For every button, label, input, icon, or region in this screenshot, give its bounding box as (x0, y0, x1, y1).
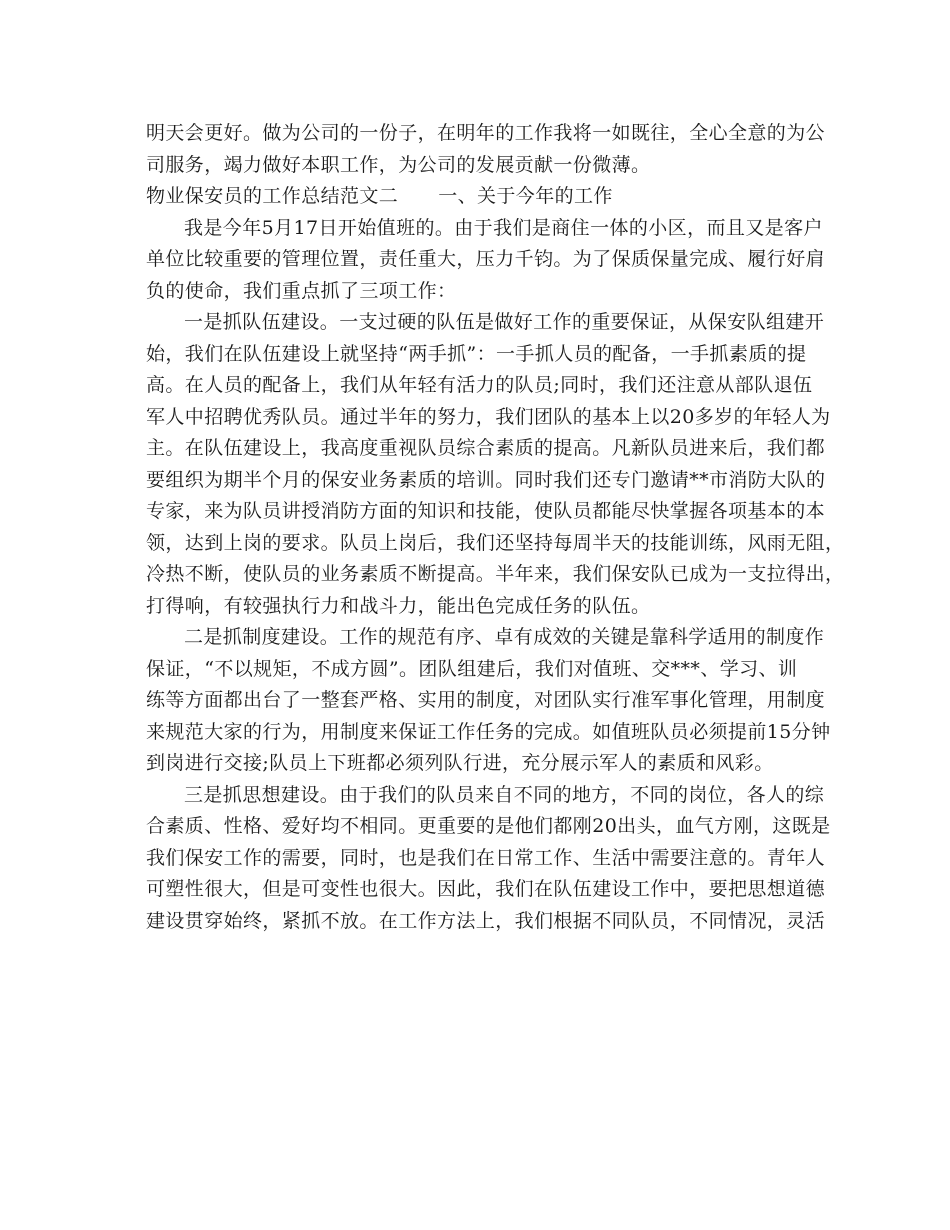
text-line: 二是抓制度建设。工作的规范有序、卓有成效的关键是靠科学适用的制度作 (184, 626, 825, 648)
paragraph (146, 307, 845, 622)
text-line: 高。在人员的配备上，我们从年轻有活力的队员;同时，我们还注意从部队退伍 (146, 374, 813, 396)
paragraph (146, 213, 826, 308)
text-line: 我们保安工作的需要，同时，也是我们在日常工作、生活中需要注意的。青年人 (146, 846, 826, 869)
text-line: 一是抓队伍建设。一支过硬的队伍是做好工作的重要保证，从保安队组建开 (184, 311, 825, 333)
text-line: 三是抓思想建设。由于我们的队员来自不同的地方，不同的岗位，各人的综 (184, 783, 825, 806)
text-line: 明天会更好。做为公司的一份子，在明年的工作我将一如既往，全心全意的为公 (146, 122, 826, 144)
text-line: 到岗进行交接;队员上下班都必须列队行进，充分展示军人的素质和风彩。 (146, 752, 774, 774)
text-line: 军人中招聘优秀队员。通过半年的努力，我们团队的基本上以20多岁的年轻人为 (146, 405, 831, 428)
text-line: 要组织为期半个月的保安业务素质的培训。同时我们还专门邀请**市消防大队的 (146, 468, 826, 491)
text-line: 主。在队伍建设上，我高度重视队员综合素质的提高。凡新队员进来后，我们都 (146, 437, 826, 459)
text-line: 保证，“不以规矩，不成方圆”。团队组建后，我们对值班、交***、学习、训 (146, 657, 798, 680)
text-line: 负的使命，我们重点抓了三项工作： (146, 279, 457, 302)
text-line: 我是今年5月17日开始值班的。由于我们是商住一体的小区，而且又是客户 (184, 216, 823, 239)
paragraph (146, 780, 831, 938)
heading-subtitle: 一、关于今年的工作 (438, 185, 613, 207)
text-line: 司服务，竭力做好本职工作，为公司的发展贡献一份微薄。 (146, 153, 651, 176)
text-line: 练等方面都出台了一整套严格、实用的制度，对团队实行准军事化管理，用制度 (146, 689, 826, 711)
text-line: 建设贯穿始终，紧抓不放。在工作方法上，我们根据不同队员，不同情况，灵活 (146, 909, 826, 932)
section-heading (146, 181, 810, 213)
document-body (146, 118, 845, 937)
text-line: 专家，来为队员讲授消防方面的知识和技能，使队员都能尽快掌握各项基本的本 (146, 500, 826, 522)
text-line: 始，我们在队伍建设上就坚持“两手抓”：一手抓人员的配备，一手抓素质的提 (146, 342, 807, 365)
heading-title: 物业保安员的工作总结范文二 (146, 185, 399, 207)
text-line: 打得响，有较强执行力和战斗力，能出色完成任务的队伍。 (146, 594, 651, 617)
text-line: 单位比较重要的管理位置，责任重大，压力千钧。为了保质保量完成、履行好肩 (146, 248, 826, 270)
text-line: 合素质、性格、爱好均不相同。更重要的是他们都刚20出头，血气方刚，这既是 (146, 815, 831, 837)
text-line: 来规范大家的行为，用制度来保证工作任务的完成。如值班队员必须提前15分钟 (146, 720, 831, 743)
text-line: 领，达到上岗的要求。队员上岗后，我们还坚持每周半天的技能训练，风雨无阻， (146, 531, 845, 554)
paragraph (146, 622, 831, 780)
text-line: 冷热不断，使队员的业务素质不断提高。半年来，我们保安队已成为一支拉得出， (146, 563, 845, 585)
text-line: 可塑性很大，但是可变性也很大。因此，我们在队伍建设工作中，要把思想道德 (146, 878, 826, 900)
